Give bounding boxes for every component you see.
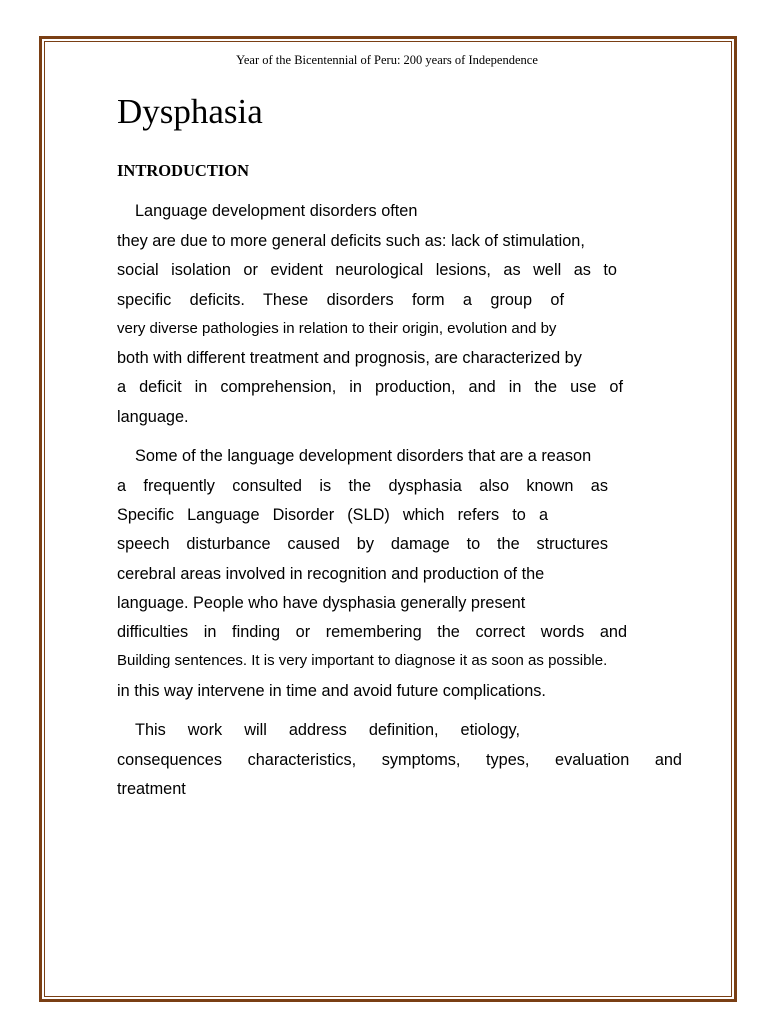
paragraph-1-line-7: a deficit in comprehension, in production, and in the use of <box>117 378 623 396</box>
paragraph-2-line-3: Specific Language Disorder (SLD) which refers to a <box>117 506 548 524</box>
paragraph-2-line-8: Building sentences. It is very important to diagnose it as soon as possible. <box>117 652 608 669</box>
paragraph-2-line-9: in this way intervene in time and avoid future complications. <box>117 682 546 700</box>
paragraph-3-line-2: consequences characteristics, symptoms, types, evaluation and <box>117 751 682 769</box>
paragraph-3-line-1: This work will address definition, etiology, <box>135 721 520 739</box>
paragraph-2-line-6: language. People who have dysphasia generally present <box>117 594 526 612</box>
paragraph-2-line-4: speech disturbance caused by damage to the structures <box>117 535 608 553</box>
paragraph-3-line-3: treatment <box>117 780 186 798</box>
paragraph-1-line-2: they are due to more general deficits such as: lack of stimulation, <box>117 232 585 250</box>
paragraph-1-line-8: language. <box>117 408 189 426</box>
paragraph-2-line-5: cerebral areas involved in recognition and production of the <box>117 565 545 583</box>
running-header: Year of the Bicentennial of Peru: 200 years of Independence <box>236 53 538 67</box>
paragraph-1-line-3: social isolation or evident neurological lesions, as well as to <box>117 261 617 279</box>
document-title: Dysphasia <box>117 92 263 131</box>
paragraph-2-line-2: a frequently consulted is the dysphasia also known as <box>117 477 608 495</box>
section-heading-introduction: INTRODUCTION <box>117 161 250 180</box>
paragraph-1-line-4: specific deficits. These disorders form a group of <box>117 291 564 309</box>
paragraph-1-line-6: both with different treatment and prognosis, are characterized by <box>117 349 582 367</box>
paragraph-1-line-1: Language development disorders often <box>135 202 418 220</box>
paragraph-2-line-1: Some of the language development disorders that are a reason <box>135 447 592 465</box>
paragraph-2-line-7: difficulties in finding or remembering the correct words and <box>117 623 627 641</box>
paragraph-1-line-5: very diverse pathologies in relation to their origin, evolution and by <box>117 320 557 337</box>
